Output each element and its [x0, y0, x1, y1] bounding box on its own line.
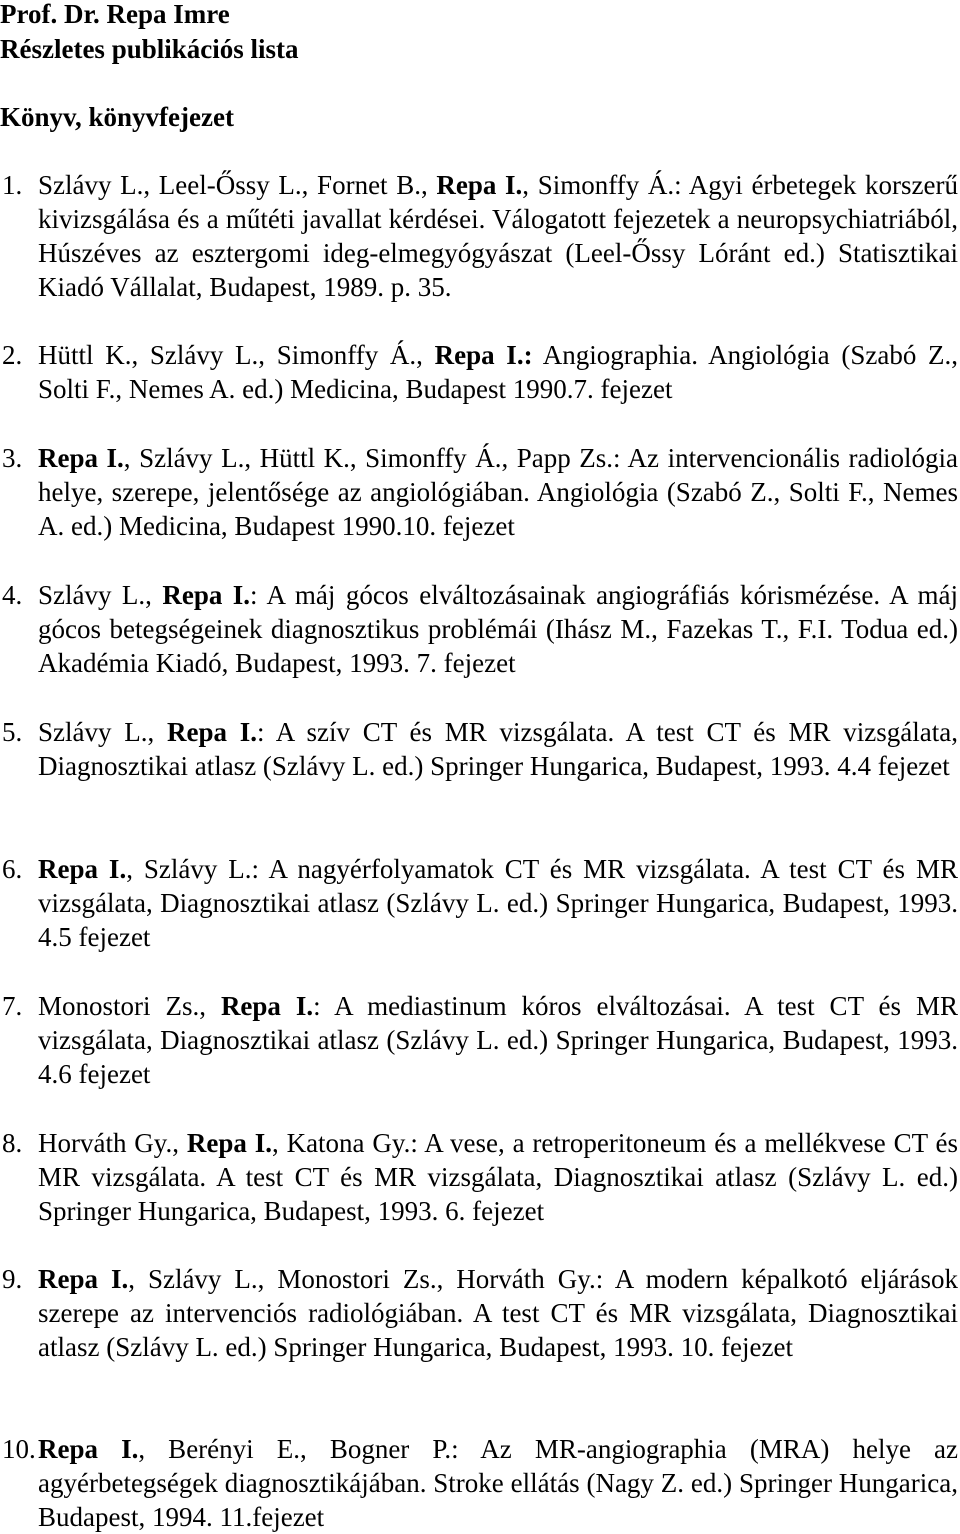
entry-number: 6. — [2, 854, 23, 884]
citation-text: , Katona Gy.: A vese, a retroperitoneum és a mellékvese CT és MR vizsgálata. A test CT és MR vizsgálata, Diagnosztikai atlasz (Szlávy L. ed.) Springer Hungarica, Budapest, 1993. 6. fejezet — [38, 1128, 958, 1226]
citation-text: Horváth Gy., — [38, 1128, 187, 1158]
entry-citation — [38, 1126, 958, 1228]
entry-number: 9. — [2, 1264, 23, 1294]
publication-entry — [0, 168, 958, 304]
author-highlight: Repa I. — [220, 991, 314, 1021]
publication-entry — [0, 338, 958, 406]
entry-number: 7. — [2, 991, 23, 1021]
publication-entry — [0, 989, 958, 1091]
entry-citation — [38, 1262, 958, 1364]
entry-citation — [38, 441, 958, 543]
citation-text: : A máj gócos elváltozásainak angiográfiás kórismézése. A máj gócos betegségeinek diagnosztikus problémái (Ihász M., Fazekas T., F.I. Todua ed.) Akadémia Kiadó, Budapest, 1993. 7. fejezet — [38, 580, 958, 678]
entry-citation — [38, 1432, 958, 1534]
citation-text: Szlávy L., — [38, 580, 163, 610]
citation-text: Szlávy L., Leel-Őssy L., Fornet B., — [38, 170, 437, 200]
author-highlight: Repa I. — [186, 1128, 272, 1158]
author-highlight: Repa I. — [38, 1434, 139, 1464]
entry-number: 10. — [2, 1434, 36, 1464]
citation-text: , Szlávy L.: A nagyérfolyamatok CT és MR vizsgálata. A test CT és MR vizsgálata, Diagnosztikai atlasz (Szlávy L. ed.) Springer Hungarica, Budapest, 1993. 4.5 fejezet — [38, 854, 958, 952]
citation-text: : A szív CT és MR vizsgálata. A test CT és MR vizsgálata, Diagnosztikai atlasz (Szlávy L. ed.) Springer Hungarica, Budapest, 1993. 4.4 fejezet — [38, 717, 958, 781]
publication-entry — [0, 715, 958, 783]
publication-entry — [0, 852, 958, 954]
author-highlight: Repa I. — [166, 717, 257, 747]
entry-citation — [38, 168, 958, 304]
publication-entry — [0, 578, 958, 680]
author-highlight: Repa I. — [38, 1264, 129, 1294]
author-highlight: Repa I. — [436, 170, 523, 200]
author-highlight: Repa I.: — [434, 340, 533, 370]
author-highlight: Repa I. — [162, 580, 251, 610]
entry-number: 2. — [2, 340, 23, 370]
document-subtitle: Részletes publikációs lista — [0, 34, 299, 64]
citation-text: : A mediastinum kóros elváltozásai. A test CT és MR vizsgálata, Diagnosztikai atlasz (Szlávy L. ed.) Springer Hungarica, Budapest, 1993. 4.6 fejezet — [38, 991, 958, 1089]
entry-number: 8. — [2, 1128, 23, 1158]
citation-text: , Berényi E., Bogner P.: Az MR-angiographia (MRA) helye az agyérbetegségek diagnosztikájában. Stroke ellátás (Nagy Z. ed.) Springer Hungarica, Budapest, 1994. 11.fejezet — [38, 1434, 958, 1532]
entry-citation — [38, 989, 958, 1091]
citation-text: , Szlávy L., Hüttl K., Simonffy Á., Papp Zs.: Az intervencionális radiológia helye, szerepe, jelentősége az angiológiában. Angiológia (Szabó Z., Solti F., Nemes A. ed.) Medicina, Budapest 1990.10. fejezet — [38, 443, 959, 541]
publication-entry — [0, 1126, 958, 1228]
entry-citation — [38, 338, 958, 406]
author-highlight: Repa I. — [38, 443, 124, 473]
entry-number: 3. — [2, 443, 23, 473]
entry-number: 4. — [2, 580, 23, 610]
author-name: Prof. Dr. Repa Imre — [0, 0, 230, 29]
entry-citation — [38, 578, 958, 680]
publication-entry — [0, 441, 958, 543]
citation-text: Szlávy L., — [38, 717, 167, 747]
entry-number: 5. — [2, 717, 23, 747]
entry-citation — [38, 715, 958, 783]
citation-text: , Simonffy Á.: Agyi érbetegek korszerű kivizsgálása és a műtéti javallat kérdései. Válogatott fejezetek a neuropsychiatriából, Húszéves az esztergomi ideg-elmegyógyászat (Leel-Őssy Lóránt ed.) Statisztikai Kiadó Vállalat, Budapest, 1989. p. 35. — [38, 170, 958, 302]
publication-entry — [0, 1432, 958, 1534]
citation-text: Hüttl K., Szlávy L., Simonffy Á., — [38, 340, 435, 370]
publication-entry — [0, 1262, 958, 1364]
citation-text: Angiographia. Angiológia (Szabó Z., Solti F., Nemes A. ed.) Medicina, Budapest 1990.7. fejezet — [38, 340, 958, 404]
section-heading: Könyv, könyvfejezet — [0, 102, 234, 132]
citation-text: , Szlávy L., Monostori Zs., Horváth Gy.: A modern képalkotó eljárások szerepe az intervenciós radiológiában. A test CT és MR vizsgálata, Diagnosztikai atlasz (Szlávy L. ed.) Springer Hungarica, Budapest, 1993. 10. fejezet — [38, 1264, 958, 1362]
author-highlight: Repa I. — [38, 854, 127, 884]
entry-citation — [38, 852, 958, 954]
entry-number: 1. — [2, 170, 23, 200]
citation-text: Monostori Zs., — [38, 991, 221, 1021]
